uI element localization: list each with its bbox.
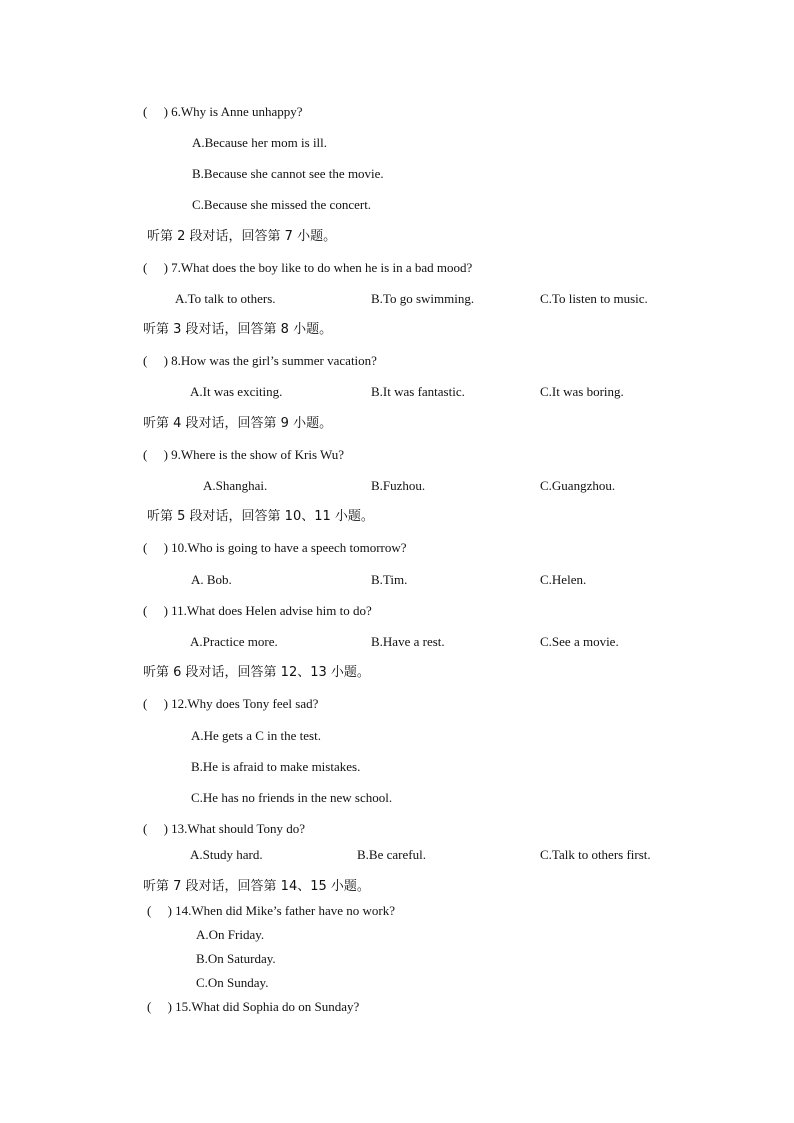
option-11-b: B.Have a rest. [371, 634, 445, 649]
section-heading-3: 听第 3 段对话，回答第 8 小题。 [143, 322, 333, 337]
option-12-b: B.He is afraid to make mistakes. [191, 759, 361, 774]
option-10-b: B.Tim. [371, 572, 408, 587]
option-13-c: C.Talk to others first. [540, 847, 651, 862]
option-7-b: B.To go swimming. [371, 291, 475, 306]
option-8-a: A.It was exciting. [190, 384, 283, 399]
option-14-b: B.On Saturday. [196, 951, 276, 966]
section-heading-7: 听第 7 段对话，回答第 14、15 小题。 [143, 879, 370, 894]
option-6-b: B.Because she cannot see the movie. [192, 166, 384, 181]
question-12: ( ) 12.Why does Tony feel sad? [143, 696, 319, 711]
question-11: ( ) 11.What does Helen advise him to do? [143, 603, 372, 618]
question-13: ( ) 13.What should Tony do? [143, 821, 306, 836]
question-8: ( ) 8.How was the girl’s summer vacation? [143, 353, 377, 368]
section-heading-6: 听第 6 段对话，回答第 12、13 小题。 [143, 665, 370, 680]
section-heading-2: 听第 2 段对话，回答第 7 小题。 [147, 229, 337, 244]
question-6: ( ) 6.Why is Anne unhappy? [143, 104, 303, 119]
question-7: ( ) 7.What does the boy like to do when he is in a bad mood? [143, 260, 473, 275]
option-6-a: A.Because her mom is ill. [192, 135, 328, 150]
option-11-a: A.Practice more. [190, 634, 278, 649]
option-13-b: B.Be careful. [357, 847, 426, 862]
option-14-a: A.On Friday. [196, 927, 265, 942]
section-heading-4: 听第 4 段对话，回答第 9 小题。 [143, 416, 333, 431]
option-9-c: C.Guangzhou. [540, 478, 616, 493]
option-8-c: C.It was boring. [540, 384, 624, 399]
option-7-c: C.To listen to music. [540, 291, 648, 306]
question-10: ( ) 10.Who is going to have a speech tomorrow? [143, 540, 407, 555]
question-9: ( ) 9.Where is the show of Kris Wu? [143, 447, 345, 462]
option-13-a: A.Study hard. [190, 847, 263, 862]
question-14: ( ) 14.When did Mike’s father have no work? [147, 903, 396, 918]
option-12-c: C.He has no friends in the new school. [191, 790, 393, 805]
option-12-a: A.He gets a C in the test. [191, 728, 321, 743]
option-10-c: C.Helen. [540, 572, 587, 587]
option-9-b: B.Fuzhou. [371, 478, 426, 493]
option-10-a: A. Bob. [191, 572, 232, 587]
section-heading-5: 听第 5 段对话，回答第 10、11 小题。 [147, 509, 374, 524]
option-6-c: C.Because she missed the concert. [192, 197, 372, 212]
option-8-b: B.It was fantastic. [371, 384, 465, 399]
option-9-a: A.Shanghai. [203, 478, 268, 493]
question-15: ( ) 15.What did Sophia do on Sunday? [147, 999, 360, 1014]
option-7-a: A.To talk to others. [175, 291, 276, 306]
option-14-c: C.On Sunday. [196, 975, 269, 990]
option-11-c: C.See a movie. [540, 634, 619, 649]
